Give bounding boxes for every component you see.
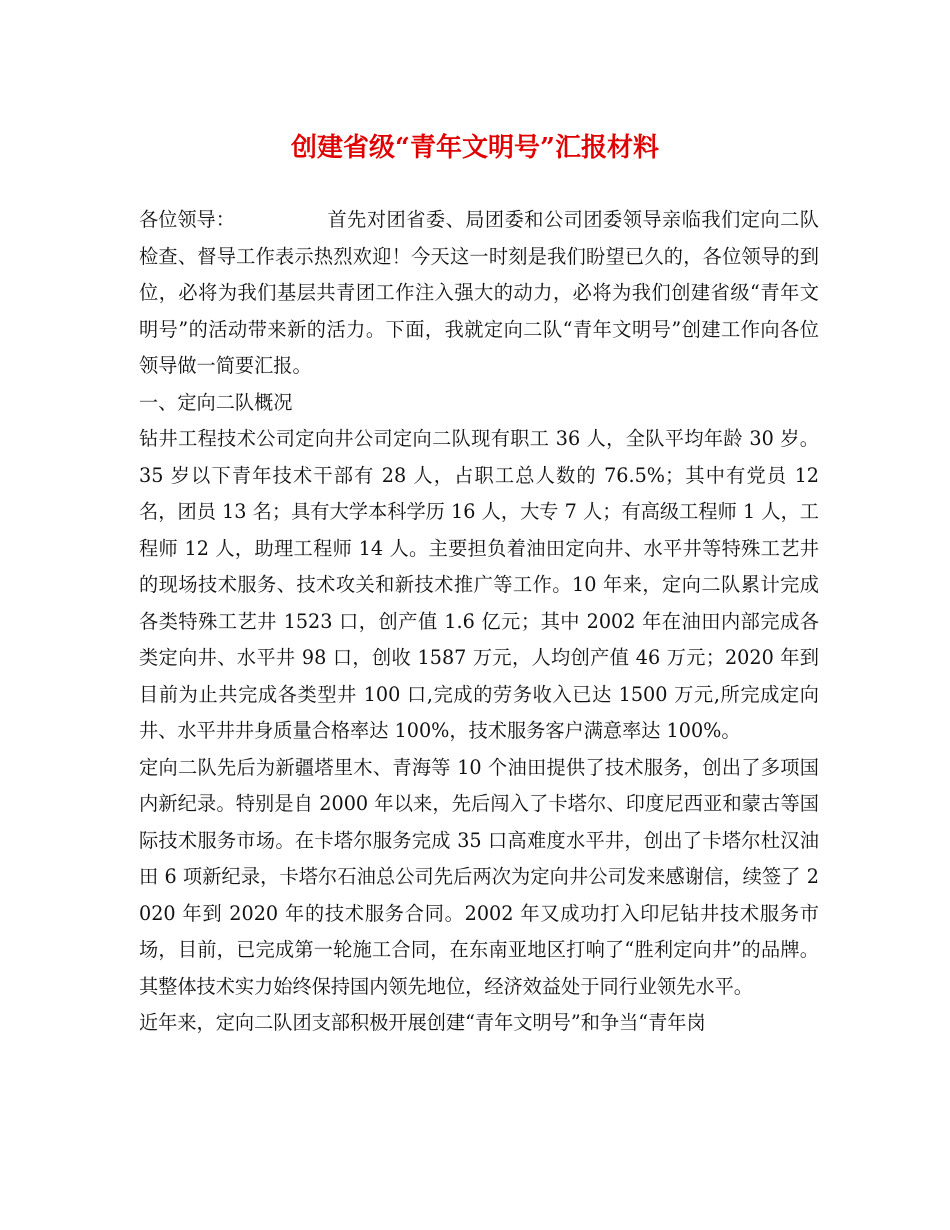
recent-paragraph: 近年来，定向二队团支部积极开展创建“青年文明号”和争当“青年岗 xyxy=(139,1011,706,1034)
overview-paragraph: 钻井工程技术公司定向井公司定向二队现有职工 36 人，全队平均年龄 30 岁。35 岁以下青年技术干部有 28 人，占职工总人数的 76.5%；其中有党员 12 名，团员 13 名；具有大学本科学历 16 人，大专 7 人；有高级工程师 1 人，工程师 12 人，助理工程师 14 人。主要担负着油田定向井、水平井等特殊工艺井的现场技术服务、技术攻关和新技术推广等工作。10 年来，定向二队累计完成各类特殊工艺井 1523 口，创产值 1.6 亿元；其中 2002 年在油田内部完成各类定向井、水平井 98 口，创收 1587 万元，人均创产值 46 万元；2020 年到目前为止共完成各类型井 100 口,完成的劳务收入已达 1500 万元,所完成定向井、水平井井身质量合格率达 100%，技术服务客户满意率达 100%。 xyxy=(139,427,819,742)
intro-paragraph xyxy=(139,202,819,385)
market-paragraph: 定向二队先后为新疆塔里木、青海等 10 个油田提供了技术服务，创出了多项国内新纪录。特别是自 2000 年以来，先后闯入了卡塔尔、印度尼西亚和蒙古等国际技术服务市场。在卡塔尔服务完成 35 口高难度水平井，创出了卡塔尔杜汉油田 6 项新纪录，卡塔尔石油总公司先后两次为定向井公司发来感谢信，续签了 2020 年到 2020 年的技术服务合同。2002 年又成功打入印尼钻井技术服务市场，目前，已完成第一轮施工合同，在东南亚地区打响了“胜利定向井”的品牌。其整体技术实力始终保持国内领先地位，经济效益处于同行业领先水平。 xyxy=(139,755,819,998)
salutation: 各位领导： xyxy=(139,208,235,231)
page-title: 创建省级“青年文明号”汇报材料 xyxy=(291,133,659,163)
intro-text: 首先对团省委、局团委和公司团委领导亲临我们定向二队检查、督导工作表示热烈欢迎！今天这一时刻是我们盼望已久的，各位领导的到位，必将为我们基层共青团工作注入强大的动力，必将为我们创建省级“青年文明号”的活动带来新的活力。下面，我就定向二队“青年文明号”创建工作向各位领导做一简要汇报。 xyxy=(139,208,819,377)
document-body xyxy=(139,202,819,1042)
section-heading-overview: 一、定向二队概况 xyxy=(139,390,293,414)
